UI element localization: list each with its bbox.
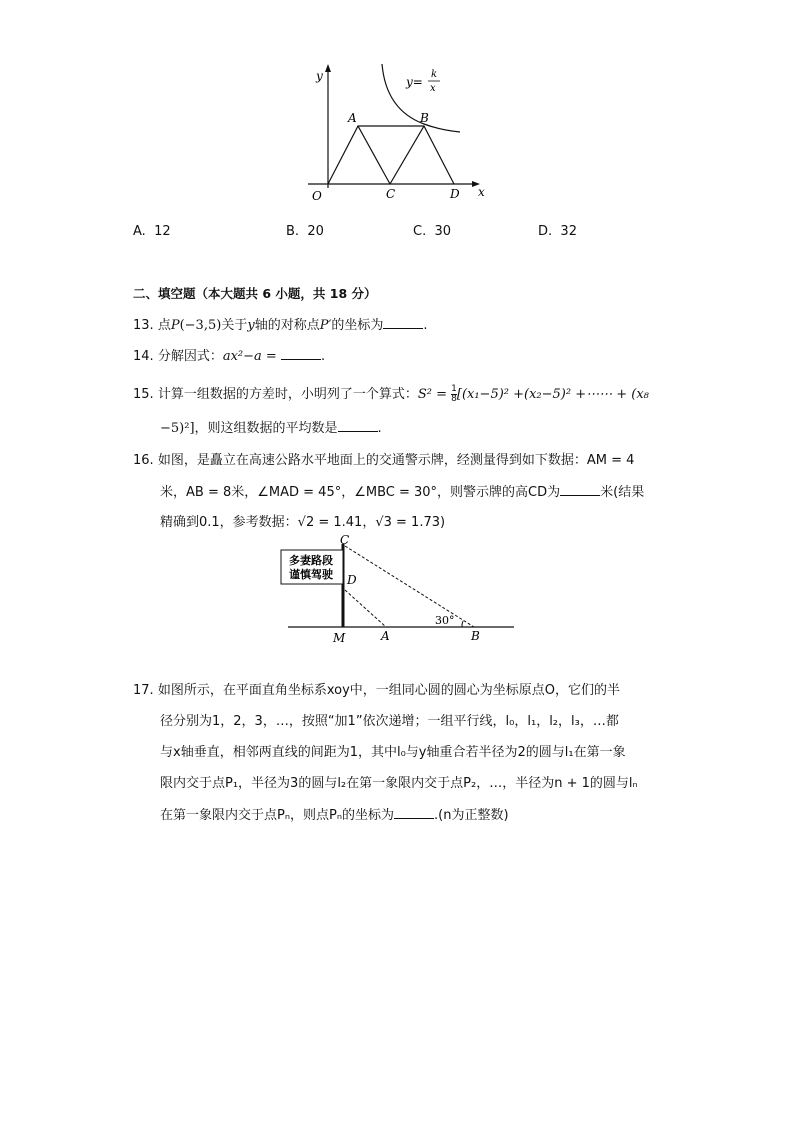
segment-AC [358,126,390,184]
option-a [133,223,171,241]
q13-point-p2: P′ [319,318,332,333]
q13-text-1: 点 [157,318,171,333]
segment-CB [390,126,424,184]
label-y-axis: y [316,69,323,83]
sign-text-line-2: 谨慎驾驶 [289,568,333,581]
q13-answer-blank [383,316,423,329]
q17-number: 17. [133,683,154,698]
option-d [538,223,577,241]
q17-answer-blank [394,806,434,819]
option-a-value: 12 [154,224,171,239]
q14-expr: ax²−a = [222,349,277,364]
q13-coord: (−3,5) [179,318,222,333]
angle-arc [462,621,463,627]
q15-text-2: −5)²]，则这组数据的平均数是 [160,421,338,436]
label-point-B: B [420,111,429,125]
label-func-x: x [430,83,436,94]
question-17-line-4 [160,775,638,793]
y-axis-arrow [325,64,331,72]
label-B: B [471,629,480,643]
q17-text-5: 在第一象限内交于点Pₙ，则点Pₙ的坐标为 [160,808,395,823]
q13-number: 13. [133,318,154,333]
q14-answer-blank [281,347,321,360]
q17-text-1: 如图所示，在平面直角坐标系xoy中，一组同心圆的圆心为坐标原点O，它们的半 [157,683,621,698]
question-14 [133,347,325,366]
label-M: M [333,631,346,644]
figure-traffic-sign [278,532,528,644]
label-origin: O [312,189,322,203]
label-x-axis: x [478,185,485,199]
q17-text-5b: .(n为正整数) [434,808,509,823]
q15-frac-num: 1 [451,384,457,394]
q16-number: 16. [133,453,154,468]
q17-text-2: 径分别为1，2，3，…，按照“加1”依次递增；一组平行线，l₀，l₁，l₂，l₃，…都 [160,714,619,729]
question-17-line-1 [133,682,620,700]
question-16-line-1 [133,452,634,470]
q13-text-2: 关于 [221,318,248,333]
option-b-letter: B. [286,224,300,239]
label-func-k: k [431,69,438,80]
section-title: 二、填空题（本大题共 6 小题，共 18 分） [133,286,377,301]
q13-text-4: 的坐标为 [331,318,384,333]
question-15-line-2 [160,419,382,438]
q17-text-3: 与x轴垂直，相邻两直线的间距为1，其中l₀与y轴重合若半径为2的圆与l₁在第一象 [160,745,626,760]
question-16-line-3 [160,514,445,532]
q15-text-1: 计算一组数据的方差时，小明列了一个算式： [157,387,418,402]
q13-end: . [423,318,428,333]
q14-text: 分解因式： [157,349,223,364]
question-13 [133,316,428,335]
figure-hyperbola [300,60,500,210]
dashed-line-DA [345,590,386,627]
question-17-line-3 [160,744,626,762]
question-17-line-5 [160,806,509,825]
option-d-value: 32 [560,224,577,239]
parallelogram-lines [328,126,454,184]
option-c-letter: C. [413,224,427,239]
q15-terms: [(x₁−5)² +(x₂−5)² +⋯⋯ + (x₈ [456,387,649,402]
q16-text-2: 米，AB = 8米，∠MAD = 45°，∠MBC = 30°，则警示牌的高CD为 [160,485,561,500]
q15-end: . [377,421,382,436]
option-b-value: 20 [307,224,324,239]
question-17-line-2 [160,713,619,731]
q13-point-p: P [170,318,180,333]
q15-answer-blank [338,419,378,432]
option-c-value: 30 [434,224,452,239]
q15-frac-den: 8 [451,394,457,404]
label-D: D [347,573,357,587]
option-c [413,223,451,241]
sign-text-line-1: 多妻路段 [289,554,333,567]
label-C: C [340,533,350,547]
q14-end: . [320,349,326,364]
option-a-letter: A. [133,224,146,239]
q16-text-2b: 米(结果 [600,485,645,500]
q15-number: 15. [133,387,154,402]
option-b [286,223,324,241]
label-A: A [381,629,390,643]
q13-text-3: 轴的对称点 [254,318,320,333]
q13-y: y [247,318,255,333]
question-16-line-2 [160,483,644,502]
label-angle-30: 30° [435,614,455,627]
question-15-line-1 [133,385,649,404]
label-point-C: C [386,187,396,201]
label-point-D: D [450,187,460,201]
label-point-A: A [348,111,357,125]
label-func-y: y= [406,75,423,89]
option-d-letter: D. [538,224,553,239]
dashed-line-CB [345,546,474,627]
q14-number: 14. [133,349,154,364]
q16-answer-blank [560,483,600,496]
q16-text-3: 精确到0.1，参考数据：√2 = 1.41，√3 = 1.73) [160,515,446,530]
q17-text-4: 限内交于点P₁，半径为3的圆与l₂在第一象限内交于点P₂，…，半径为n + 1的圆与lₙ [160,776,638,791]
q16-text-1: 如图，是矗立在高速公路水平地面上的交通警示牌，经测量得到如下数据：AM = 4 [157,453,635,468]
q15-s2: S² = [417,387,447,402]
